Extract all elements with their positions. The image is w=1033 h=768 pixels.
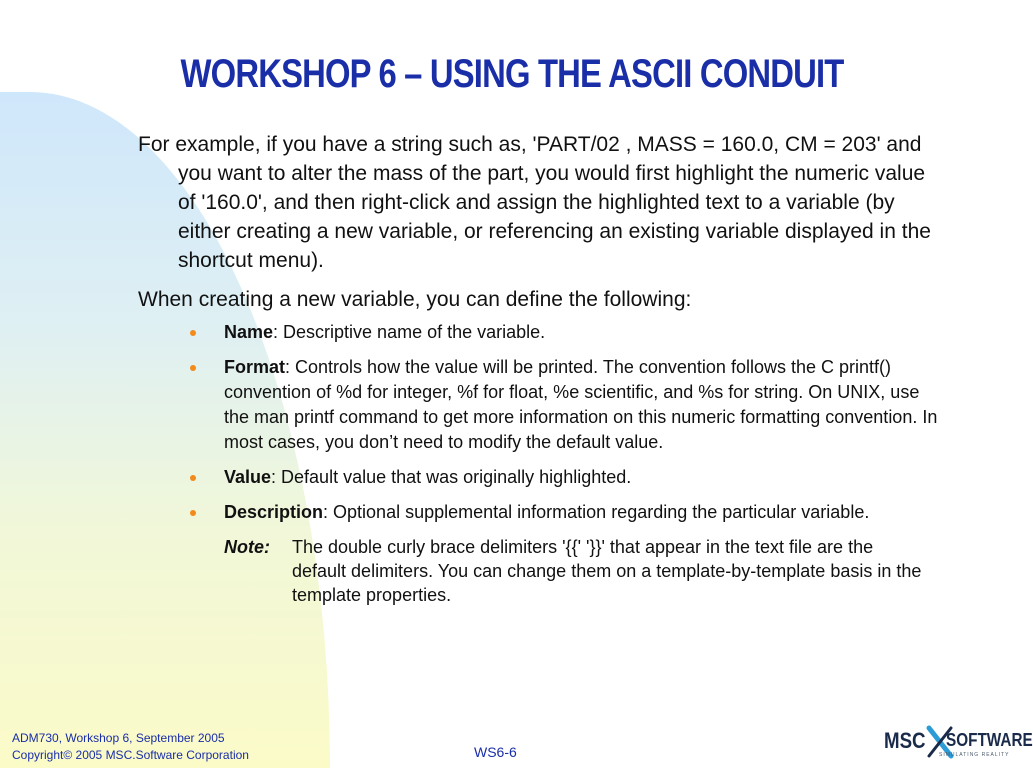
bullet-value (224, 465, 944, 490)
bullet-text: : Controls how the value will be printed. The convention follows the C printf() convention of %d for integer, %f for float, %e scientific, and %s for string. On UNIX, use the man printf command to get more information on this numeric formatting convention. In most cases, you don’t need to modify the default value. (224, 357, 938, 452)
bullet-term: Name (224, 322, 274, 342)
bullet-text: : Optional supplemental information regarding the particular variable. (323, 502, 870, 522)
bullet-term: Description (224, 502, 324, 522)
footer-course-line: ADM730, Workshop 6, September 2005 (12, 731, 225, 745)
lead-paragraph: When creating a new variable, you can define the following: (138, 288, 692, 311)
bullet-format (224, 355, 944, 455)
bullet-text: : Descriptive name of the variable. (273, 322, 546, 342)
bullet-dot-icon (190, 330, 196, 336)
logo-software-text: SOFTWARE (946, 730, 1033, 750)
msc-software-logo (884, 726, 1033, 762)
bullet-dot-icon (190, 510, 196, 516)
page-number: WS6-6 (474, 744, 517, 760)
footer-info (12, 730, 249, 764)
note-label: Note: (224, 537, 270, 557)
bullet-dot-icon (190, 475, 196, 481)
bullet-term: Format (224, 357, 286, 377)
bullet-text: : Default value that was originally highlighted. (271, 467, 632, 487)
slide-title: WORKSHOP 6 – USING THE ASCII CONDUIT (180, 52, 844, 96)
footer-copyright-line: Copyright© 2005 MSC.Software Corporation (12, 748, 249, 762)
note-block (224, 535, 932, 607)
bullet-term: Value (224, 467, 272, 487)
logo-msc-text: MSC (884, 728, 926, 753)
slide-body (138, 130, 938, 607)
intro-paragraph: For example, if you have a string such as, 'PART/02 , MASS = 160.0, CM = 203' and you want to alter the mass of the part, you would first highlight the numeric value of '160.0', and then right-click and assign the highlighted text to a variable (by either creating a new variable, or referencing an existing variable displayed in the shortcut menu). (138, 133, 931, 272)
logo-tagline: SIMULATING REALITY (939, 752, 1010, 758)
note-text: The double curly brace delimiters '{{' '}}' that appear in the text file are the default delimiters. You can change them on a template-by-template basis in the template properties. (292, 537, 922, 605)
definition-list (138, 320, 944, 525)
bullet-name (224, 320, 944, 345)
bullet-dot-icon (190, 365, 196, 371)
bullet-description (224, 500, 944, 525)
